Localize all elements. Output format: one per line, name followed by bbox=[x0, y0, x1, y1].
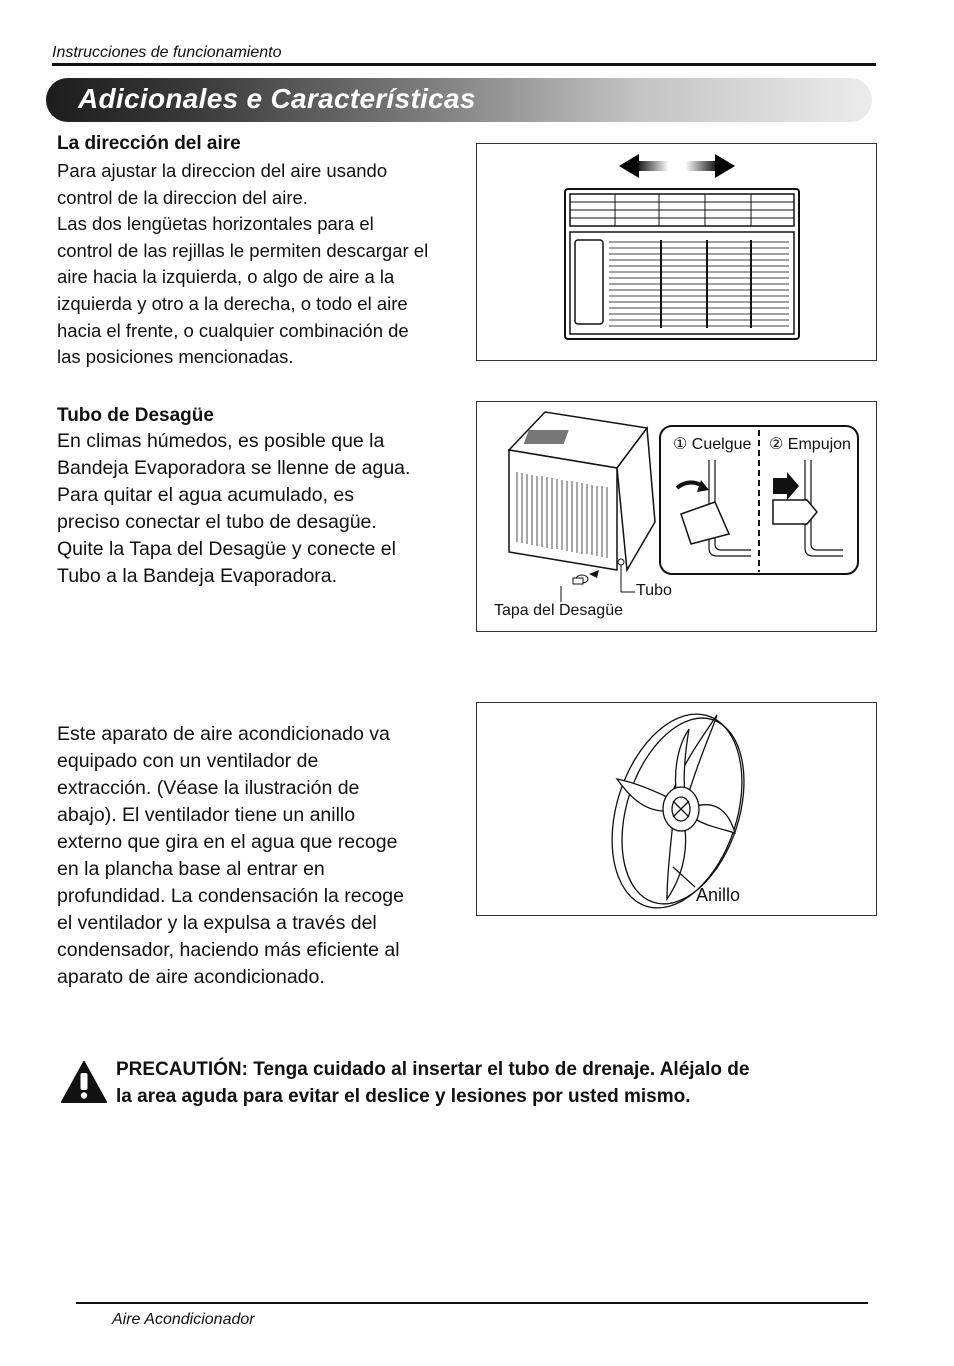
section-text-fan bbox=[57, 721, 404, 991]
text-line: las posiciones mencionadas. bbox=[57, 346, 294, 368]
text-line: el ventilador y la expulsa a través del bbox=[57, 912, 377, 934]
text-line: preciso conectar el tubo de desagüe. bbox=[57, 511, 377, 533]
double-arrow-icon bbox=[619, 154, 735, 178]
text-line: hacia el frente, o cualquier combinación de bbox=[57, 319, 409, 341]
fan-illustration bbox=[477, 703, 876, 915]
text-line: izquierda y otro a la derecha, o todo el aire bbox=[57, 292, 408, 314]
text-line: extracción. (Véase la ilustración de bbox=[57, 777, 360, 799]
text-line: Para quitar el agua acumulado, es bbox=[57, 484, 355, 506]
text-line: en la plancha base al entrar en bbox=[57, 858, 325, 880]
drain-cap-label: Tapa del Desagüe bbox=[494, 602, 623, 619]
caution-text bbox=[116, 1056, 876, 1110]
text-line: externo que gira en el agua que recoge bbox=[57, 831, 398, 853]
text-line: abajo). El ventilador tiene un anillo bbox=[57, 804, 356, 826]
text-line: Bandeja Evaporadora se llenne de agua. bbox=[57, 457, 411, 479]
figure-fan bbox=[476, 702, 877, 916]
footer-rule bbox=[76, 1302, 868, 1304]
text-line: Tubo a la Bandeja Evaporadora. bbox=[57, 565, 338, 587]
text-line: Las dos lengüetas horizontales para el bbox=[57, 213, 374, 235]
header-section-label: Instrucciones de funcionamiento bbox=[52, 44, 282, 61]
text-line: aparato de aire acondicionado. bbox=[57, 966, 325, 988]
text-line: profundidad. La condensación la recoge bbox=[57, 885, 404, 907]
text-line: condensador, haciendo más eficiente al bbox=[57, 939, 400, 961]
section-heading-air-direction: La dirección del aire bbox=[57, 133, 241, 154]
figure-air-direction bbox=[476, 143, 877, 361]
ac-front-illustration bbox=[477, 144, 876, 360]
drain-cap-icon bbox=[573, 570, 599, 584]
caution-line: la area aguda para evitar el deslice y lesiones por usted mismo. bbox=[116, 1086, 691, 1107]
text-line: En climas húmedos, es posible que la bbox=[57, 430, 385, 452]
text-line: Este aparato de aire acondicionado va bbox=[57, 723, 390, 745]
text-line: aire hacia la izquierda, o algo de aire a la bbox=[57, 266, 395, 288]
section-text-air-direction bbox=[57, 158, 428, 371]
figure-drain-tube bbox=[476, 401, 877, 632]
header-rule bbox=[52, 63, 876, 66]
caution-line: PRECAUTIÓN: Tenga cuidado al insertar el tubo de drenaje. Aléjalo de bbox=[116, 1059, 750, 1080]
footer-label: Aire Acondicionador bbox=[112, 1311, 255, 1328]
fan-ring-label: Anillo bbox=[696, 885, 741, 905]
drain-step1-label: ① Cuelgue bbox=[673, 436, 752, 453]
drain-tube-label: Tubo bbox=[636, 582, 672, 599]
text-line: control de las rejillas le permiten descargar el bbox=[57, 239, 429, 261]
text-line: equipado con un ventilador de bbox=[57, 750, 319, 772]
page-title: Adicionales e Características bbox=[78, 83, 476, 114]
section-text-drain-tube bbox=[57, 428, 410, 590]
warning-triangle-icon bbox=[60, 1060, 108, 1104]
section-heading-drain-tube: Tubo de Desagüe bbox=[57, 405, 214, 426]
text-line: Para ajustar la direccion del aire usando bbox=[57, 160, 388, 181]
text-line: control de la direccion del aire. bbox=[57, 186, 308, 208]
drain-step2-label: ② Empujon bbox=[769, 436, 851, 453]
text-line: Quite la Tapa del Desagüe y conecte el bbox=[57, 538, 396, 560]
